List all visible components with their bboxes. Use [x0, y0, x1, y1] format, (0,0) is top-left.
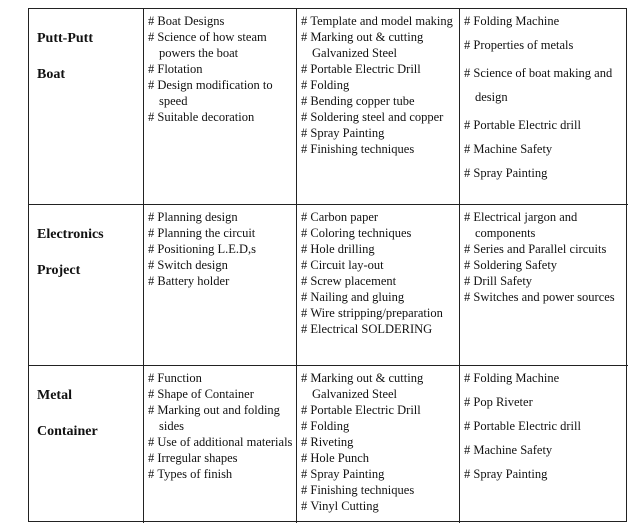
skills-cell	[297, 205, 460, 366]
item-list	[297, 205, 459, 337]
list-item: # Soldering Safety	[464, 257, 626, 273]
project-name-line: Metal	[37, 388, 72, 403]
list-item: # Marking out and folding sides	[148, 402, 294, 434]
list-item: # Soldering steel and copper	[301, 109, 457, 125]
project-name-line: Container	[37, 424, 98, 439]
project-cell	[29, 9, 144, 205]
list-item: # Circuit lay-out	[301, 257, 457, 273]
list-item: # Machine Safety	[464, 442, 626, 458]
item-list	[144, 9, 296, 125]
list-item: # Machine Safety	[464, 141, 626, 157]
list-item: # Series and Parallel circuits	[464, 241, 626, 257]
list-item: # Design modification to speed	[148, 77, 294, 109]
list-item: # Planning design	[148, 209, 294, 225]
item-list	[460, 366, 628, 482]
list-item: # Electrical SOLDERING	[301, 321, 457, 337]
list-item: # Template and model making	[301, 13, 457, 29]
knowledge-cell	[460, 366, 628, 523]
list-item: # Spray Painting	[301, 125, 457, 141]
design-cell	[144, 366, 297, 523]
list-item: # Types of finish	[148, 466, 294, 482]
list-item: # Spray Painting	[464, 165, 626, 181]
list-item: # Finishing techniques	[301, 482, 457, 498]
project-cell	[29, 205, 144, 366]
list-item: # Use of additional materials	[148, 434, 294, 450]
list-item: # Science of how steam powers the boat	[148, 29, 294, 61]
list-item: # Hole Punch	[301, 450, 457, 466]
list-item: # Positioning L.E.D,s	[148, 241, 294, 257]
list-item: # Vinyl Cutting	[301, 498, 457, 514]
item-list	[297, 9, 459, 157]
list-item: # Screw placement	[301, 273, 457, 289]
list-item: # Electrical jargon and components	[464, 209, 626, 241]
list-item: # Battery holder	[148, 273, 294, 289]
knowledge-cell	[460, 205, 628, 366]
list-item: # Folding Machine	[464, 370, 626, 386]
list-item: # Planning the circuit	[148, 225, 294, 241]
list-item: # Properties of metals	[464, 37, 626, 53]
list-item: # Science of boat making and design	[464, 61, 626, 109]
list-item: # Function	[148, 370, 294, 386]
project-name-line: Electronics	[37, 227, 104, 242]
list-item: # Hole drilling	[301, 241, 457, 257]
list-item: # Folding	[301, 77, 457, 93]
project-name-line: Putt-Putt	[37, 31, 93, 46]
list-item: # Pop Riveter	[464, 394, 626, 410]
list-item: # Portable Electric drill	[464, 117, 626, 133]
project-cell	[29, 366, 144, 523]
list-item: # Boat Designs	[148, 13, 294, 29]
item-list	[460, 9, 628, 181]
list-item: # Riveting	[301, 434, 457, 450]
project-name-line: Boat	[37, 67, 65, 82]
project-name-line: Project	[37, 263, 81, 278]
list-item: # Switches and power sources	[464, 289, 626, 305]
list-item: # Suitable decoration	[148, 109, 294, 125]
list-item: # Irregular shapes	[148, 450, 294, 466]
list-item: # Carbon paper	[301, 209, 457, 225]
list-item: # Portable Electric drill	[464, 418, 626, 434]
list-item: # Marking out & cutting Galvanized Steel	[301, 29, 457, 61]
skills-cell	[297, 9, 460, 205]
design-cell	[144, 205, 297, 366]
item-list	[460, 205, 628, 305]
list-item: # Flotation	[148, 61, 294, 77]
item-list	[144, 205, 296, 289]
list-item: # Coloring techniques	[301, 225, 457, 241]
list-item: # Wire stripping/preparation	[301, 305, 457, 321]
list-item: # Bending copper tube	[301, 93, 457, 109]
list-item: # Drill Safety	[464, 273, 626, 289]
curriculum-table	[28, 8, 627, 522]
knowledge-cell	[460, 9, 628, 205]
list-item: # Spray Painting	[464, 466, 626, 482]
design-cell	[144, 9, 297, 205]
item-list	[297, 366, 459, 514]
skills-cell	[297, 366, 460, 523]
list-item: # Portable Electric Drill	[301, 402, 457, 418]
list-item: # Folding	[301, 418, 457, 434]
list-item: # Spray Painting	[301, 466, 457, 482]
list-item: # Finishing techniques	[301, 141, 457, 157]
list-item: # Portable Electric Drill	[301, 61, 457, 77]
list-item: # Switch design	[148, 257, 294, 273]
list-item: # Marking out & cutting Galvanized Steel	[301, 370, 457, 402]
list-item: # Nailing and gluing	[301, 289, 457, 305]
list-item: # Shape of Container	[148, 386, 294, 402]
item-list	[144, 366, 296, 482]
list-item: # Folding Machine	[464, 13, 626, 29]
